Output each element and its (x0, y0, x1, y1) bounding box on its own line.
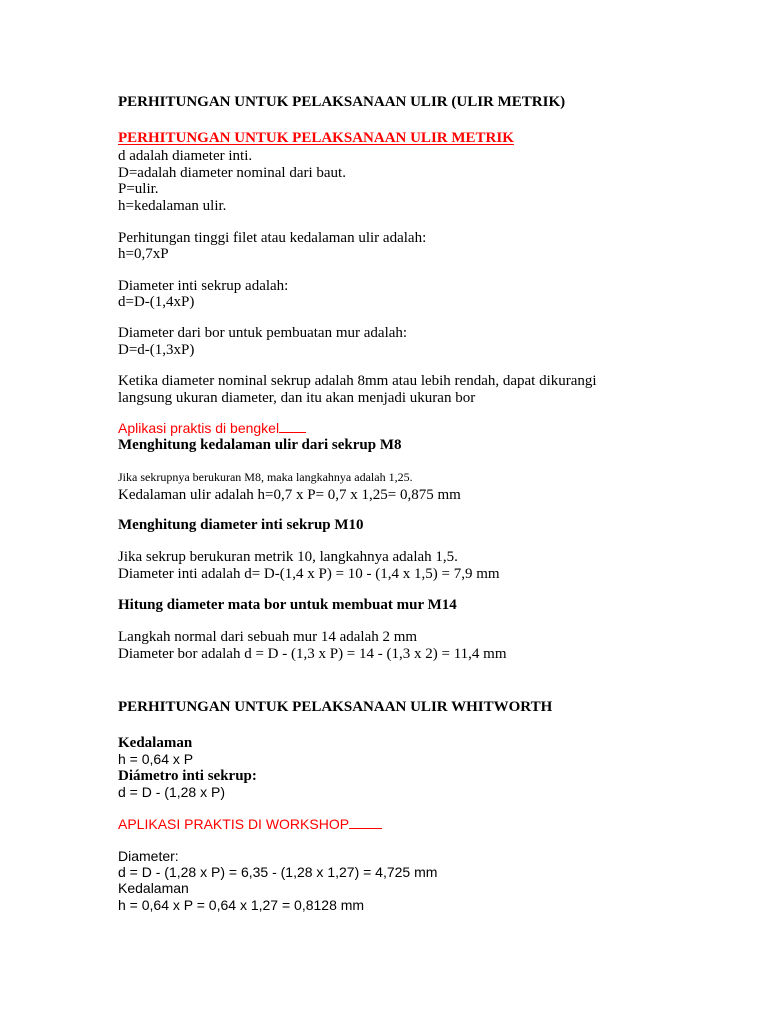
definition-h: h=kedalaman ulir. (118, 198, 227, 214)
core-text: Diameter inti sekrup adalah: (118, 278, 289, 294)
definition-D: D=adalah diameter nominal dari baut. (118, 165, 346, 181)
example-3-heading: Hitung diameter mata bor untuk membuat mur M14 (118, 597, 457, 613)
definition-P: P=ulir. (118, 181, 159, 197)
definition-d: d adalah diameter inti. (118, 148, 253, 164)
core-formula: d=D-(1,4xP) (118, 294, 195, 310)
whitworth-depth-formula: h = 0,64 x P (118, 751, 194, 767)
whitworth-core-label: Diámetro inti sekrup: (118, 768, 257, 784)
example-3-line-1: Langkah normal dari sebuah mur 14 adalah 2 mm (118, 629, 418, 645)
example-1-text: Jika sekrupnya berukuran M8, maka langkahnya adalah 1,25. (118, 470, 413, 484)
page-title: PERHITUNGAN UNTUK PELAKSANAAN ULIR (ULIR METRIK) (118, 94, 566, 110)
depth-formula: h=0,7xP (118, 246, 169, 262)
example-3-line-2: Diameter bor adalah d = D - (1,3 x P) = 14 - (1,3 x 2) = 11,4 mm (118, 646, 507, 662)
note-line-2: langsung ukuran diameter, dan itu akan menjadi ukuran bor (118, 390, 476, 406)
workshop-label: APLIKASI PRAKTIS DI WORKSHOP (118, 817, 382, 833)
practice-label: Aplikasi praktis di bengkel (118, 421, 306, 437)
depth-calculation: h = 0,64 x P = 0,64 x 1,27 = 0,8128 mm (118, 897, 365, 913)
diameter-label: Diameter: (118, 848, 179, 864)
drill-text: Diameter dari bor untuk pembuatan mur adalah: (118, 325, 408, 341)
depth-text: Perhitungan tinggi filet atau kedalaman ulir adalah: (118, 230, 427, 246)
example-1-result: Kedalaman ulir adalah h=0,7 x P= 0,7 x 1,25= 0,875 mm (118, 487, 461, 503)
example-2-line-2: Diameter inti adalah d= D-(1,4 x P) = 10 - (1,4 x 1,5) = 7,9 mm (118, 566, 500, 582)
whitworth-core-formula: d = D - (1,28 x P) (118, 784, 225, 800)
example-2-heading: Menghitung diameter inti sekrup M10 (118, 517, 364, 533)
diameter-calculation: d = D - (1,28 x P) = 6,35 - (1,28 x 1,27) = 4,725 mm (118, 864, 438, 880)
example-1-heading: Menghitung kedalaman ulir dari sekrup M8 (118, 437, 402, 453)
example-2-line-1: Jika sekrup berukuran metrik 10, langkahnya adalah 1,5. (118, 549, 458, 565)
metric-section-heading: PERHITUNGAN UNTUK PELAKSANAAN ULIR METRIK (118, 130, 514, 146)
whitworth-title: PERHITUNGAN UNTUK PELAKSANAAN ULIR WHITWORTH (118, 699, 553, 715)
depth-label-2: Kedalaman (118, 880, 189, 896)
drill-formula: D=d-(1,3xP) (118, 342, 195, 358)
whitworth-depth-label: Kedalaman (118, 735, 193, 751)
note-line-1: Ketika diameter nominal sekrup adalah 8mm atau lebih rendah, dapat dikurangi (118, 373, 597, 389)
